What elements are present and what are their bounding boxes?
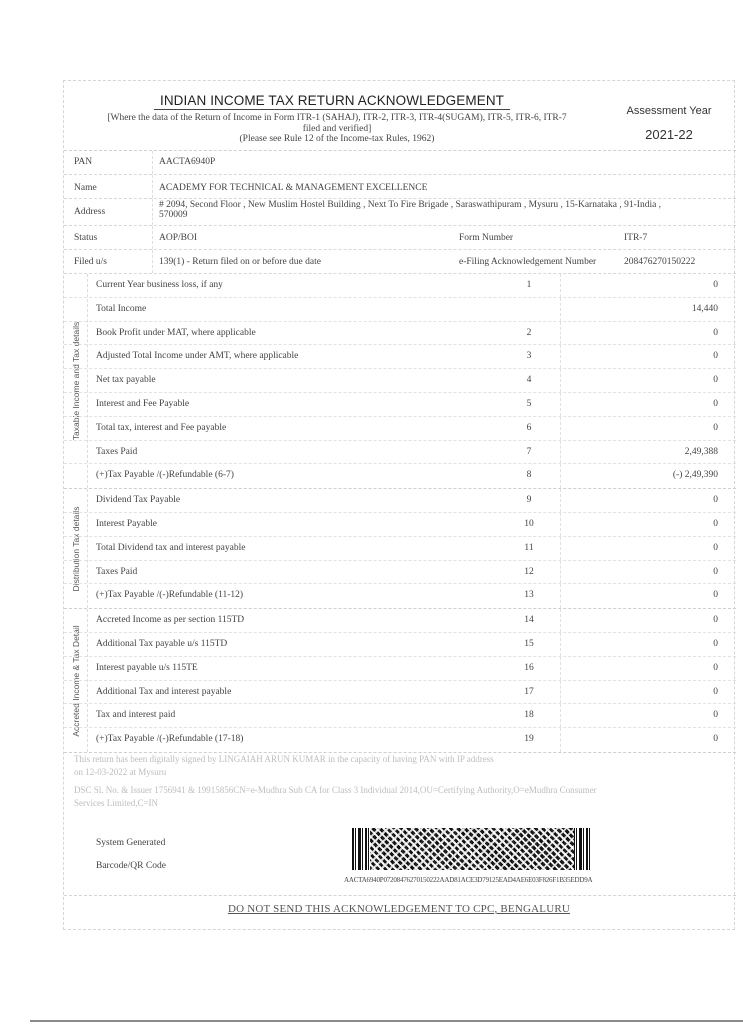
- tax-details: [64, 274, 736, 753]
- assessment-year-value: 2021-22: [645, 127, 693, 142]
- document-subtitle: [72, 113, 602, 145]
- barcode-code: AACTA6940P07208476270150222AAD81ACE3D79125EAD4AE6E03F826F1B35EDD9A: [344, 876, 593, 884]
- address-row: [64, 199, 736, 226]
- footer-note: DO NOT SEND THIS ACKNOWLEDGEMENT TO CPC, BENGALURU: [227, 903, 571, 915]
- status-value: AOP/BOI: [159, 233, 198, 243]
- address-line-1: # 2094, Second Floor , New Muslim Hostel Building , Next To Fire Brigade , Saraswathipuram , Mysuru , 15-Karnataka , 91-India ,: [159, 200, 662, 210]
- table-row: Current Year business loss, if any 1 0: [64, 274, 736, 298]
- table-row: Taxes Paid 7 2,49,388: [64, 441, 736, 465]
- table-row: Interest Payable 10 0: [64, 513, 736, 537]
- verification-line-2: on 12-03-2022 at Mysuru: [74, 767, 167, 777]
- section-accreted-income: [64, 609, 736, 753]
- assessment-year-label: Assessment Year: [626, 105, 712, 117]
- subtitle-line-2: filed and verified]: [302, 123, 372, 134]
- ack-number-label: e-Filing Acknowledgement Number: [459, 257, 597, 267]
- section-title: Taxable Income and Tax details: [70, 321, 81, 441]
- form-number-label: Form Number: [459, 233, 514, 243]
- table-row: Total Income 14,440: [64, 298, 736, 322]
- table-row: Accreted Income as per section 115TD 14 0: [64, 609, 736, 633]
- verification-text: [74, 753, 724, 815]
- filed-us-row: [64, 250, 736, 274]
- name-label: Name: [74, 183, 97, 193]
- table-row: Net tax payable 4 0: [64, 369, 736, 393]
- name-row: [64, 175, 736, 199]
- section-taxable-income: [64, 274, 736, 489]
- system-generated-label: System Generated: [96, 838, 166, 848]
- form-number-value: ITR-7: [624, 233, 648, 243]
- table-row: Tax and interest paid 18 0: [64, 704, 736, 728]
- name-value: ACADEMY FOR TECHNICAL & MANAGEMENT EXCELLENCE: [159, 183, 428, 193]
- header: [64, 81, 736, 151]
- table-row: Interest payable u/s 115TE 16 0: [64, 657, 736, 681]
- table-row: (+)Tax Payable /(-)Refundable (17-18) 19 0: [64, 728, 736, 752]
- table-row: Total tax, interest and Fee payable 6 0: [64, 417, 736, 441]
- pan-row: [64, 151, 736, 175]
- table-row: Interest and Fee Payable 5 0: [64, 393, 736, 417]
- filed-us-value: 139(1) - Return filed on or before due date: [159, 257, 321, 267]
- table-row: Dividend Tax Payable 9 0: [64, 489, 736, 513]
- verification-line-1: This return has been digitally signed by LINGAIAH ARUN KUMAR in the capacity of having PAN with IP address: [74, 754, 494, 764]
- dsc-line-1: DSC Sl. No. & Issuer 1756941 & 19915856CN=e-Mudhra Sub CA for Class 3 Individual 2014,OU=Certifying Authority,O=eMudhra Consumer: [74, 785, 597, 795]
- table-row: Total Dividend tax and interest payable 11 0: [64, 537, 736, 561]
- barcode-section: [64, 826, 736, 896]
- address-value: [159, 200, 661, 220]
- status-label: Status: [74, 233, 98, 243]
- ack-number-value: 208476270150222: [624, 257, 696, 267]
- pan-label: PAN: [74, 157, 93, 167]
- section-title: Accreted Income & Tax Detail: [70, 624, 81, 737]
- table-row: (+)Tax Payable /(-)Refundable (6-7) 8 (-) 2,49,390: [64, 464, 736, 488]
- dsc-line-2: Services Limited,C=IN: [74, 798, 159, 808]
- barcode-qr-label: Barcode/QR Code: [96, 861, 166, 871]
- document-title: INDIAN INCOME TAX RETURN ACKNOWLEDGEMENT: [154, 93, 510, 110]
- subtitle-line-3: (Please see Rule 12 of the Income-tax Rules, 1962): [239, 134, 435, 144]
- section-distribution-tax: [64, 489, 736, 609]
- address-label: Address: [74, 207, 106, 217]
- table-row: Additional Tax payable u/s 115TD 15 0: [64, 633, 736, 657]
- address-line-2: 570009: [159, 210, 188, 220]
- table-row: (+)Tax Payable /(-)Refundable (11-12) 13 0: [64, 584, 736, 608]
- status-row: [64, 226, 736, 250]
- barcode-icon: [352, 828, 592, 870]
- filed-us-label: Filed u/s: [74, 257, 107, 267]
- pan-value: AACTA6940P: [159, 157, 216, 167]
- table-row: Taxes Paid 12 0: [64, 561, 736, 585]
- table-row: Additional Tax and interest payable 17 0: [64, 681, 736, 705]
- subtitle-line-1: [Where the data of the Return of Income in Form ITR-1 (SAHAJ), ITR-2, ITR-3, ITR-4(SUGAM), ITR-5, ITR-6, ITR-7: [107, 113, 567, 123]
- section-title: Distribution Tax details: [70, 506, 81, 592]
- scan-edge-line: [30, 1020, 743, 1022]
- taxpayer-info: [64, 151, 736, 274]
- table-row: Book Profit under MAT, where applicable 2 0: [64, 322, 736, 346]
- acknowledgement-page: [63, 80, 735, 930]
- table-row: Adjusted Total Income under AMT, where applicable 3 0: [64, 345, 736, 369]
